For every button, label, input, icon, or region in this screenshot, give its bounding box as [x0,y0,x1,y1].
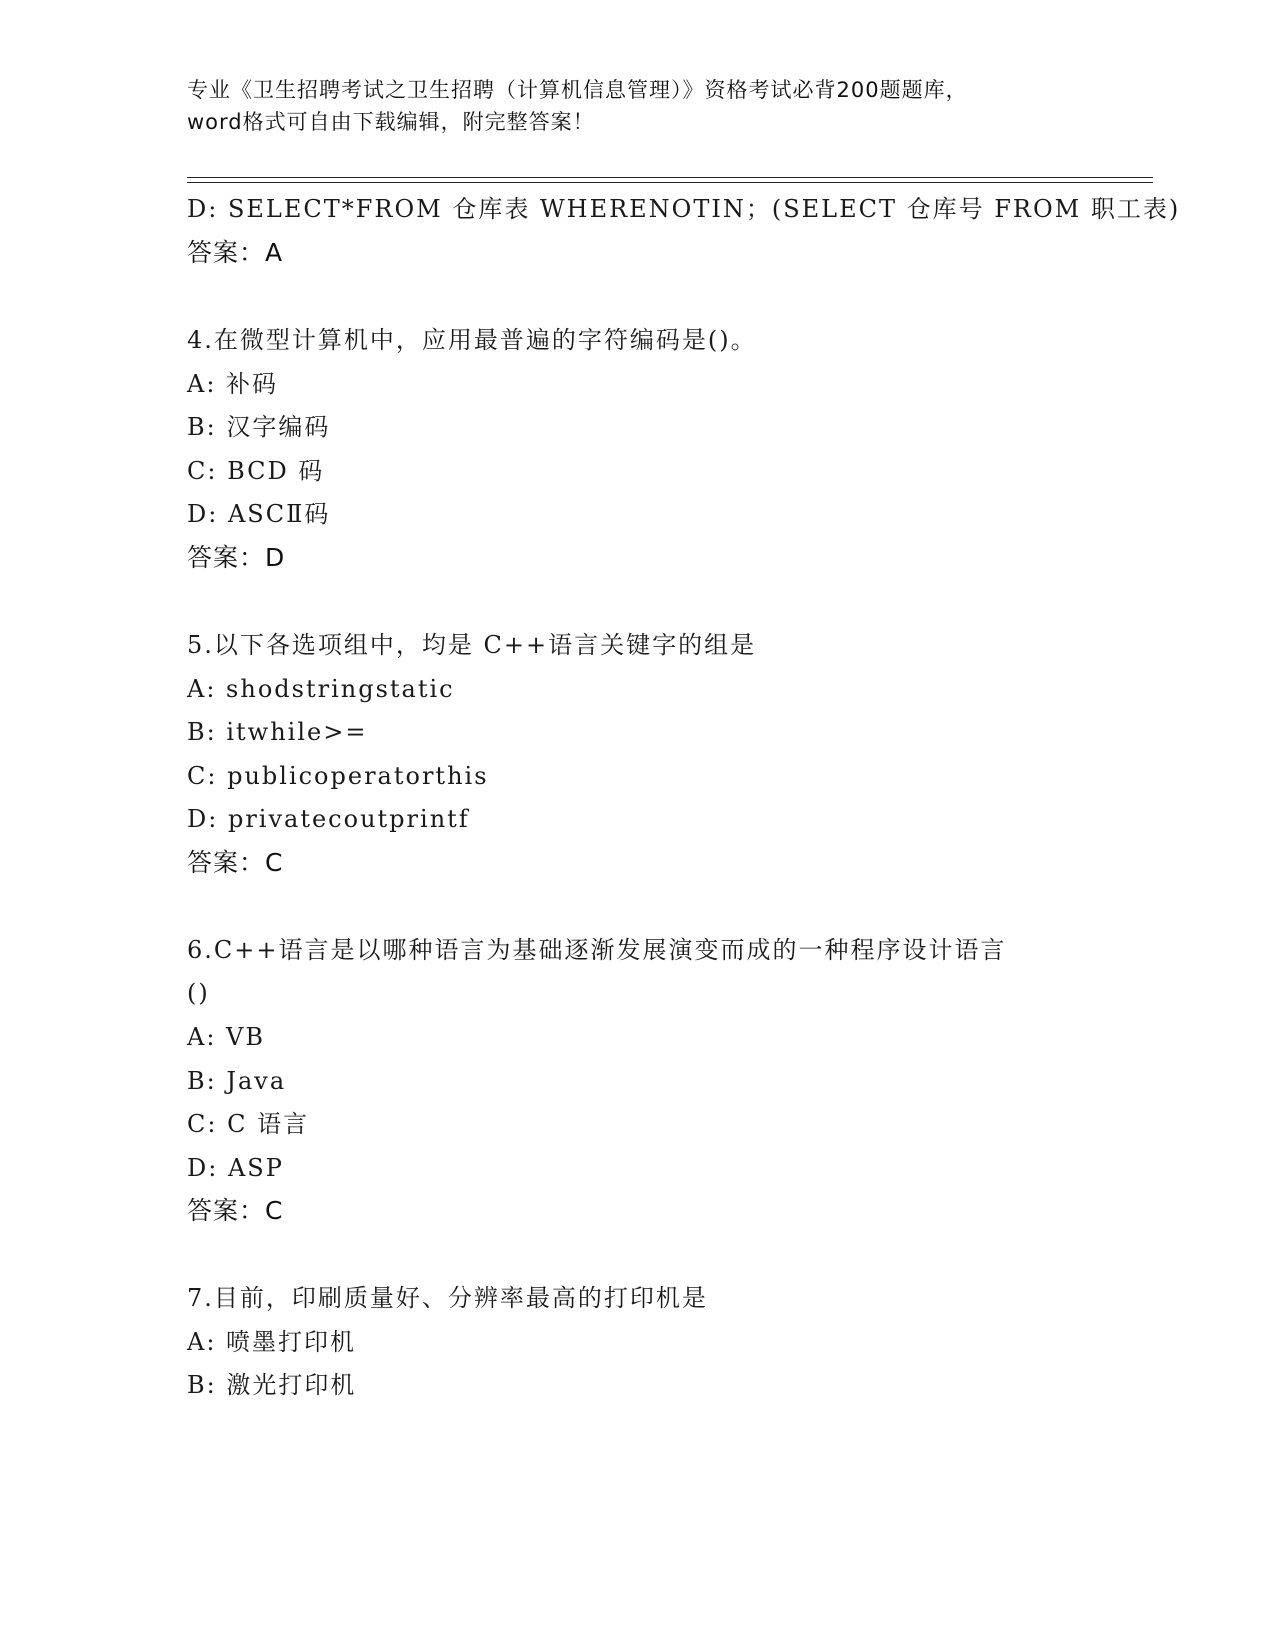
q6-option-c: C: C 语言 [187,1110,310,1138]
q5-option-c: C: publicoperatorthis [187,762,489,790]
header-subtitle-line: word格式可自由下载编辑，附完整答案！ [187,110,595,134]
q6-option-d: D: ASP [187,1154,284,1182]
q6-stem: 6.C++语言是以哪种语言为基础逐渐发展演变而成的一种程序设计语言 [187,936,1007,964]
header-title-line: 专业《卫生招聘考试之卫生招聘（计算机信息管理）》资格考试必背200题题库， [187,78,968,102]
q3-option-d: D: SELECT*FROM 仓库表 WHERENOTIN；(SELECT 仓库号 FROM 职工表) [187,195,1181,223]
document-header [187,74,1087,138]
q7-stem: 7.目前，印刷质量好、分辨率最高的打印机是 [187,1284,708,1312]
q6-stem-continued: () [187,979,210,1007]
q4-option-a: A: 补码 [187,370,279,398]
header-divider-bottom [187,182,1153,183]
q4-option-d: D: ASCⅡ码 [187,500,331,528]
q5-stem: 5.以下各选项组中，均是 C++语言关键字的组是 [187,631,757,659]
q5-answer: 答案：C [187,848,284,877]
q6-option-b: B: Java [187,1067,287,1095]
header-divider-top [187,177,1153,178]
q3-answer: 答案：A [187,238,284,267]
q7-option-a: A: 喷墨打印机 [187,1328,357,1356]
q5-option-b: B: itwhile>= [187,718,368,746]
q4-option-b: B: 汉字编码 [187,413,331,441]
q4-stem: 4.在微型计算机中，应用最普遍的字符编码是()。 [187,326,757,354]
q5-option-d: D: privatecoutprintf [187,805,470,833]
q7-option-b: B: 激光打印机 [187,1371,357,1399]
q5-option-a: A: shodstringstatic [187,675,455,703]
q6-answer: 答案：C [187,1196,284,1225]
q6-option-a: A: VB [187,1023,266,1051]
q4-answer: 答案：D [187,543,286,572]
q4-option-c: C: BCD 码 [187,457,325,485]
